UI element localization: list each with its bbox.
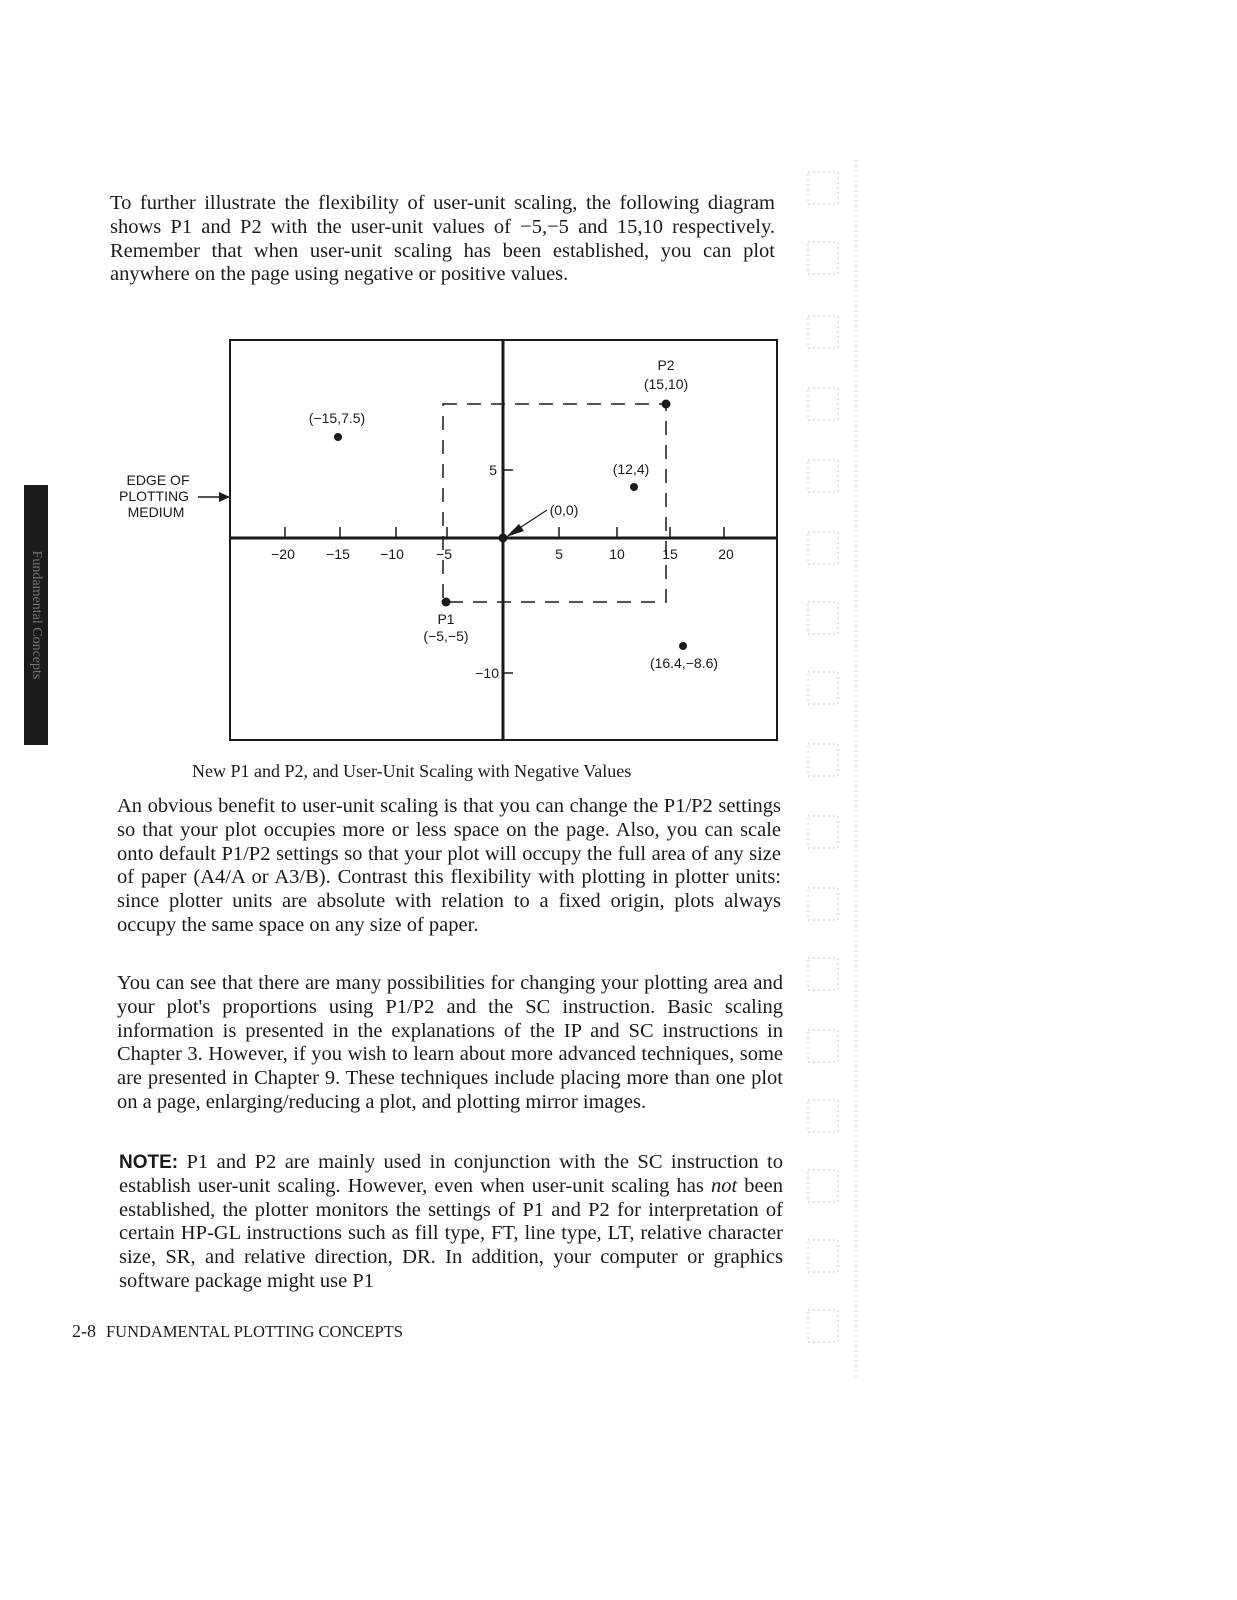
point-c [679, 642, 687, 650]
x-tick-label: 10 [609, 546, 625, 562]
intro-paragraph: To further illustrate the flexibility of user-unit scaling, the following diagram shows P1 and P2 with the user-unit values of −5,−5 and 15,10 respectively. Remember that when user-unit scaling has been established, you can plot anywhere on the page using negative or positive values. [110, 192, 775, 286]
edge-label-line-3: MEDIUM [127, 504, 185, 520]
side-tab-label: Fundamental Concepts [29, 550, 44, 680]
origin-arrow-head [506, 524, 524, 537]
point-origin [499, 534, 508, 543]
edge-label-line-1: EDGE OF [126, 472, 190, 488]
x-tick-label: 5 [555, 546, 563, 562]
note-emphasis: not [710, 1174, 738, 1197]
point-p1 [442, 598, 451, 607]
page-number: 2-8 [72, 1321, 96, 1341]
y-tick-label: −10 [475, 665, 499, 681]
origin-label: (0,0) [549, 502, 579, 518]
page-footer [72, 1321, 403, 1342]
note-text-after: been established, the plotter monitors the settings of P1 and P2 for interpretation of certain HP-GL instructions such as fill type, FT, line type, LT, relative character size, SR, and relative direction, DR. In addition, your computer or graphics software package might use P1 [119, 1174, 783, 1292]
x-tick-label: −20 [271, 546, 295, 562]
note-text-before: P1 and P2 are mainly used in conjunction with the SC instruction to establish user-unit scaling. However, even when user-unit scaling has [119, 1151, 783, 1197]
note-label: NOTE: [119, 1152, 179, 1173]
x-tick-label: 15 [662, 546, 678, 562]
point-b [630, 483, 638, 491]
footer-section-title: FUNDAMENTAL PLOTTING CONCEPTS [106, 1322, 403, 1341]
p2-coords: (15,10) [643, 376, 689, 392]
p2-label: P2 [657, 357, 675, 373]
point-c-label: (16.4,−8.6) [649, 655, 719, 671]
y-tick-label: 5 [489, 462, 497, 478]
point-a-label: (−15,7.5) [308, 410, 366, 426]
x-tick-label: −15 [326, 546, 350, 562]
edge-label-line-2: PLOTTING [118, 488, 190, 504]
binder-edge-marks [800, 160, 860, 1380]
note-paragraph [119, 1151, 783, 1294]
point-b-label: (12,4) [612, 461, 650, 477]
p1-coords: (−5,−5) [423, 628, 469, 644]
figure-caption: New P1 and P2, and User-Unit Scaling with Negative Values [192, 761, 632, 781]
edge-arrow-head [219, 492, 230, 502]
benefit-paragraph: An obvious benefit to user-unit scaling is that you can change the P1/P2 settings so that your plot occupies more or less space on the page. Also, you can scale onto default P1/P2 settings so that your plot will occupy the full area of any size of paper (A4/A or A3/B). Contrast this flexibility with plotting in plotter units: since plotter units are absolute with relation to a fixed origin, plots always occupy the same space on any size of paper. [117, 795, 781, 936]
possibilities-paragraph: You can see that there are many possibilities for changing your plotting area and your plot's proportions using P1/P2 and the SC instruction. Basic scaling information is presented in the explanations of the IP and SC instructions in Chapter 3. However, if you wish to learn about more advanced techniques, some are presented in Chapter 9. These techniques include placing more than one plot on a page, enlarging/reducing a plot, and plotting mirror images. [117, 972, 783, 1113]
chapter-side-tab [24, 485, 48, 745]
x-tick-label: 20 [718, 546, 734, 562]
user-unit-scaling-diagram [100, 330, 790, 750]
x-tick-label: −10 [380, 546, 404, 562]
x-tick-label: −5 [436, 546, 452, 562]
p1-label: P1 [437, 611, 455, 627]
point-p2 [662, 400, 671, 409]
point-a [334, 433, 342, 441]
